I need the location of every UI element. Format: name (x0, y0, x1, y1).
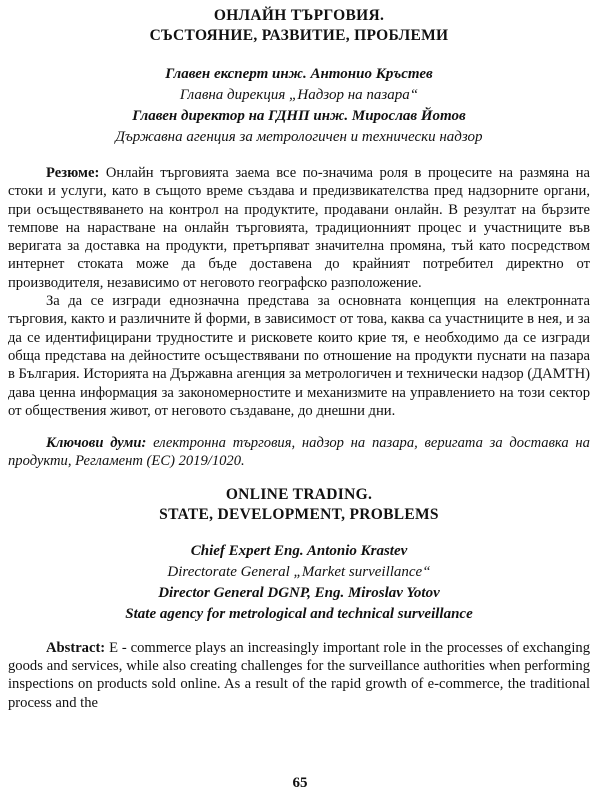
bg-author-1: Главен експерт инж. Антонио Кръстев (165, 66, 433, 82)
bg-affiliation-2: Държавна агенция за метрологичен и технически надзор (115, 129, 483, 145)
page-number: 65 (292, 775, 308, 791)
bg-affiliation-1: Главна дирекция „Надзор на пазара“ (179, 87, 419, 103)
bg-keywords-label: Ключови думи: (46, 435, 147, 452)
bg-title-line-1: ОНЛАЙН ТЪРГОВИЯ. (213, 7, 385, 24)
en-abstract-text-1: E - commerce plays an increasingly important role in the processes of exchanging goods and services, while also creating challenges for the surveillance authorities when performing inspections on products sold online. As a result of the rapid growth of e-commerce, the traditional process and the (8, 639, 590, 711)
en-abstract-paragraph-1 (8, 639, 590, 712)
en-abstract-label: Abstract: (46, 639, 106, 656)
bg-author-2: Главен директор на ГДНП инж. Мирослав Йотов (132, 108, 466, 124)
bg-keywords (8, 434, 590, 471)
en-title-line-2: STATE, DEVELOPMENT, PROBLEMS (159, 505, 439, 523)
bg-abstract-paragraph-1 (8, 164, 590, 292)
bg-abstract-label: Резюме: (46, 165, 100, 181)
bg-abstract-text-1: Онлайн търговията заема все по-значима роля в процесите на размяна на стоки и услуги, като в същото време създава и предизвикателства пред надзорните органи, при осъществяването на контрол на продуктите, продавани онлайн. В резултат на бързите темпове на нарастване на онлайн търговията, традиционният процес и участниците във веригата за доставка на продукти, претърпяват значителна промяна, тъй като посредством интернет стоката може да бъде доставена до крайният потребител директно от производителя, независимо от неговото географско разположение. (8, 165, 590, 291)
bg-abstract-paragraph-2: За да се изгради еднозначна представа за основната концепция на електронната търговия, както и различните й форми, в зависимост от това, каква са участниците в нея, и за да се идентифицирани трудностите и рисковете които крие тя, е необходимо да се изгради обща представа на дейностите осъществявани по отношение на продукти пуснати на пазара в България. Историята на Държавна агенция за метрологичен и технически надзор (ДАМТН) дава ценна информация за закономерностите и механизмите на управлението на този сектор от обществения живот, от неговото създаване, до днешни дни. (8, 293, 590, 419)
en-affiliation-1: Directorate General „Market surveillance“ (167, 563, 431, 580)
bg-keywords-text: електронна търговия, надзор на пазара, веригата за доставка на продукти, Регламент (ЕС) 2019/1020. (8, 435, 590, 470)
en-affiliation-2: State agency for metrological and technical surveillance (125, 605, 473, 622)
en-title-line-1: ONLINE TRADING. (225, 485, 373, 503)
en-author-2: Director General DGNP, Eng. Miroslav Yotov (158, 584, 440, 601)
en-author-1: Chief Expert Eng. Antonio Krastev (190, 542, 408, 559)
bg-title-line-2: СЪСТОЯНИЕ, РАЗВИТИЕ, ПРОБЛЕМИ (149, 27, 449, 44)
